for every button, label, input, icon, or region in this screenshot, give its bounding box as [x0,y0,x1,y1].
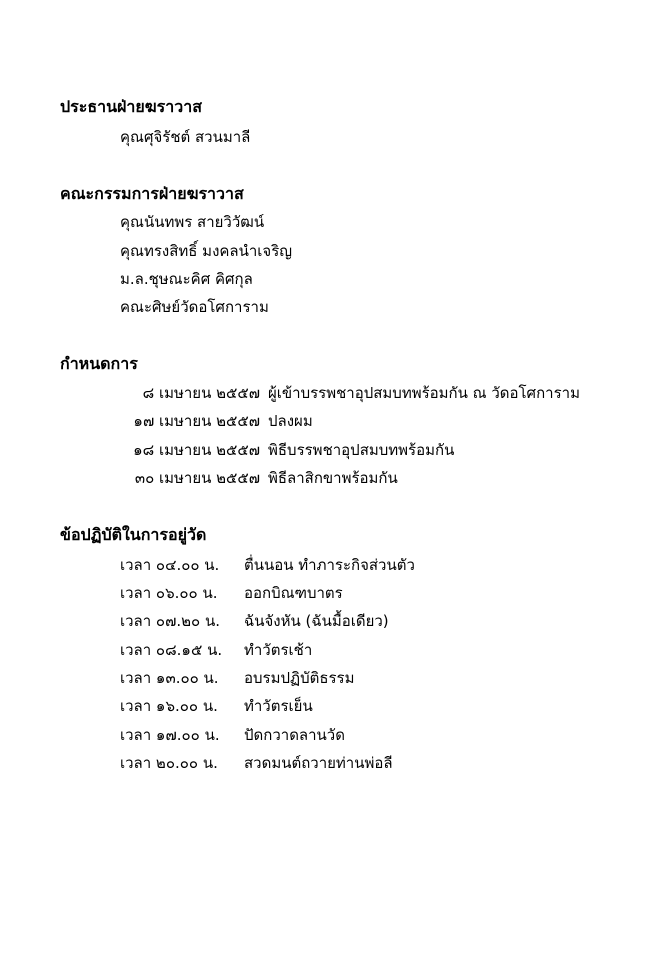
schedule-date: ๓๐ เมษายน ๒๕๕๗ [134,469,260,487]
schedule-event: พิธีลาสิกขาพร้อมกัน [268,469,398,487]
rules-heading: ข้อปฏิบัติในการอยู่วัด [60,525,207,544]
schedule-event: ผู้เข้าบรรพชาอุปสมบทพร้อมกัน ณ วัดอโศการาม [268,384,580,402]
rule-activity: ทำวัตรเช้า [244,641,313,659]
rule-time: เวลา ๐๘.๑๕ น. [120,641,223,659]
committee-member: คุณทรงสิทธิ์ มงคลนำเจริญ [120,242,293,260]
schedule-event: ปลงผม [268,412,313,430]
committee-heading: คณะกรรมการฝ่ายฆราวาส [60,184,244,203]
committee-member: คณะศิษย์วัดอโศการาม [120,298,269,316]
chairman-heading: ประธานฝ่ายฆราวาส [60,97,202,116]
rule-time: เวลา ๐๔.๐๐ น. [120,556,220,574]
rule-time: เวลา ๐๗.๒๐ น. [120,612,220,630]
schedule-date: ๑๗ เมษายน ๒๕๕๗ [133,412,260,430]
committee-member: คุณนันทพร สายวิวัฒน์ [120,213,265,231]
rule-time: เวลา ๒๐.๐๐ น. [120,754,218,772]
rule-time: เวลา ๑๓.๐๐ น. [120,669,219,687]
rule-time: เวลา ๐๖.๐๐ น. [120,584,218,602]
committee-member: ม.ล.ชุษณะคิศ คิศกุล [120,270,253,288]
rule-activity: ออกบิณฑบาตร [244,584,343,602]
schedule-event: พิธีบรรพชาอุปสมบทพร้อมกัน [268,441,455,459]
rule-time: เวลา ๑๗.๐๐ น. [120,726,220,744]
rule-activity: ตื่นนอน ทำภาระกิจส่วนตัว [244,556,415,574]
schedule-heading: กำหนดการ [60,354,138,373]
chairman-name: คุณศุจิรัชต์ สวนมาลี [120,128,251,146]
rule-activity: สวดมนต์ถวายท่านพ่อลี [244,754,393,772]
rule-time: เวลา ๑๖.๐๐ น. [120,697,218,715]
schedule-date: ๘ เมษายน ๒๕๕๗ [142,384,260,402]
rule-activity: ปัดกวาดลานวัด [244,726,345,744]
schedule-date: ๑๘ เมษายน ๒๕๕๗ [133,441,260,459]
rule-activity: ฉันจังหัน (ฉันมื้อเดียว) [244,612,389,630]
rule-activity: อบรมปฏิบัติธรรม [244,669,355,687]
rule-activity: ทำวัตรเย็น [244,697,313,715]
